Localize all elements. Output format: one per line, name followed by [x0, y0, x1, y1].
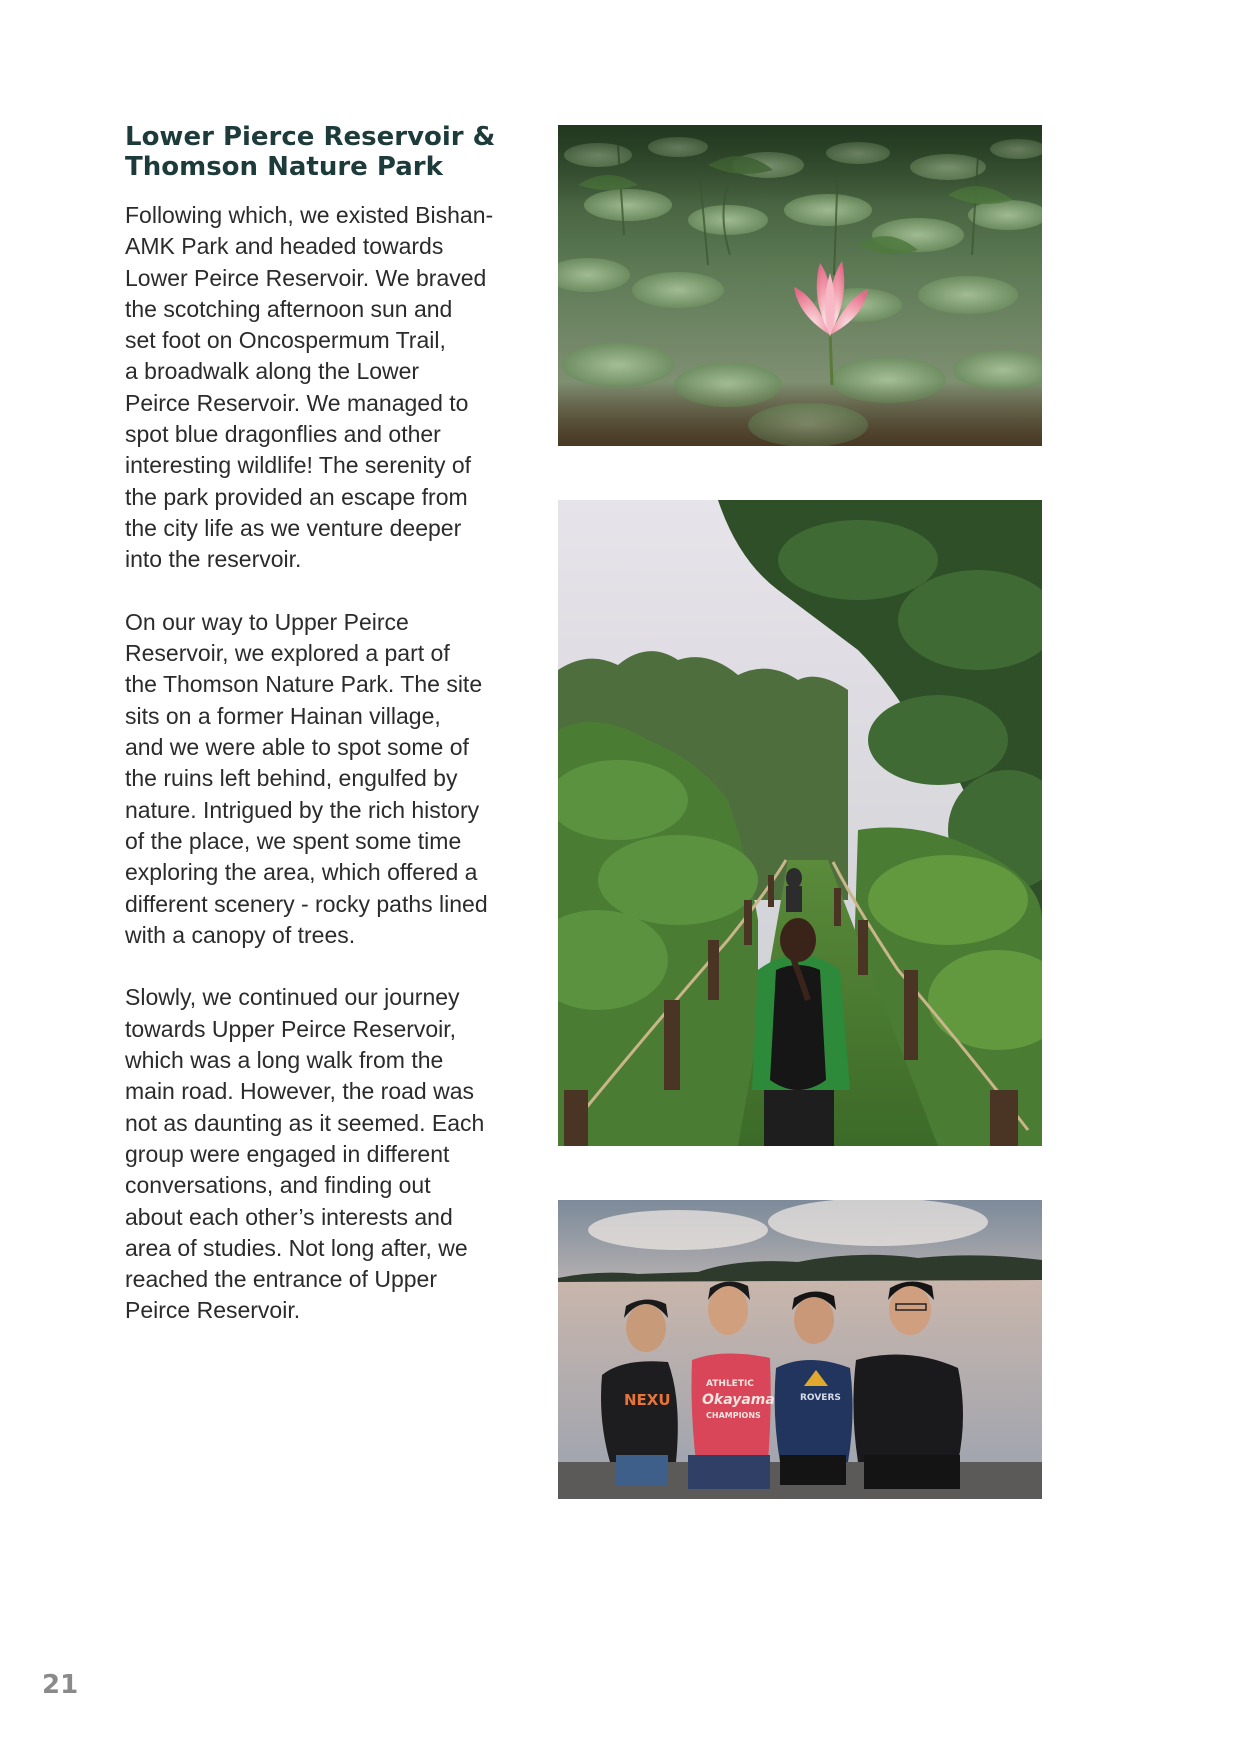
section-heading — [125, 122, 525, 182]
text-line: On our way to Upper Peirce — [125, 608, 409, 635]
text-line: main road. However, the road was — [125, 1078, 475, 1105]
text-line: interesting wildlife! The serenity of — [125, 452, 472, 479]
text-line: the scotching afternoon sun and — [125, 295, 453, 322]
shirt-text-rovers: ROVERS — [800, 1393, 841, 1403]
text-line: area of studies. Not long after, we — [125, 1234, 468, 1261]
group-photo — [558, 1200, 1042, 1499]
text-line: into the reservoir. — [125, 546, 302, 573]
text-line: with a canopy of trees. — [125, 921, 356, 948]
shirt-text-nexu: NEXU — [624, 1391, 671, 1409]
text-line: the ruins left behind, engulfed by — [125, 765, 458, 792]
text-line: AMK Park and headed towards — [125, 233, 444, 260]
text-line: different scenery - rocky paths lined — [125, 890, 488, 917]
text-line: Peirce Reservoir. — [125, 1297, 301, 1324]
text-line: not as daunting as it seemed. Each — [125, 1109, 485, 1136]
heading-line: Lower Pierce Reservoir & — [125, 122, 496, 152]
lotus-pond-photo — [558, 125, 1042, 446]
text-line: towards Upper Peirce Reservoir, — [125, 1015, 457, 1042]
text-line: conversations, and finding out — [125, 1172, 431, 1199]
text-line: which was a long walk from the — [125, 1047, 444, 1074]
text-line: sits on a former Hainan village, — [125, 702, 441, 729]
shirt-text-champions: CHAMPIONS — [706, 1411, 761, 1420]
text-line: about each other’s interests and — [125, 1203, 453, 1230]
text-line: nature. Intrigued by the rich history — [125, 796, 480, 823]
text-line: reached the entrance of Upper — [125, 1266, 437, 1293]
text-line: exploring the area, which offered a — [125, 859, 478, 886]
text-line: Slowly, we continued our journey — [125, 984, 460, 1011]
page-number: 21 — [42, 1670, 79, 1700]
text-line: the park provided an escape from — [125, 483, 468, 510]
paragraph-upper-peirce — [125, 982, 505, 1326]
text-line: the Thomson Nature Park. The site — [125, 671, 483, 698]
text-line: group were engaged in different — [125, 1140, 450, 1167]
shirt-text-okayama: Okayama — [702, 1392, 775, 1408]
text-line: set foot on Oncospermum Trail, — [125, 327, 446, 354]
paragraph-thomson-park — [125, 607, 505, 951]
text-line: spot blue dragonflies and other — [125, 421, 441, 448]
paragraph-lower-peirce — [125, 200, 505, 576]
text-line: the city life as we venture deeper — [125, 514, 462, 541]
shirt-text-athletic: ATHLETIC — [706, 1379, 754, 1389]
text-line: Reservoir, we explored a part of — [125, 640, 450, 667]
article-body — [125, 200, 505, 1358]
text-line: a broadwalk along the Lower — [125, 358, 420, 385]
heading-line: Thomson Nature Park — [125, 152, 443, 182]
text-line: and we were able to spot some of — [125, 734, 469, 761]
text-line: Following which, we existed Bishan- — [125, 202, 494, 228]
text-line: Lower Peirce Reservoir. We braved — [125, 264, 487, 291]
text-line: Peirce Reservoir. We managed to — [125, 389, 469, 416]
text-line: of the place, we spent some time — [125, 827, 462, 854]
forest-trail-photo — [558, 500, 1042, 1146]
